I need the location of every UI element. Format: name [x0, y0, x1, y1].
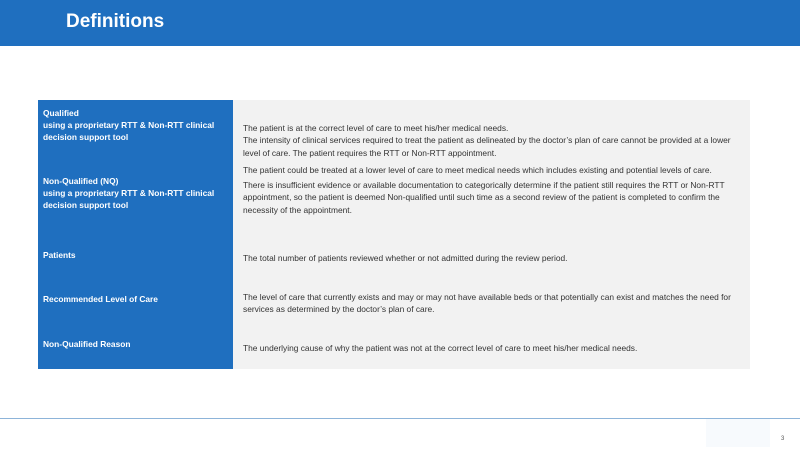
term-line: Non-Qualified (NQ): [43, 176, 119, 186]
definition-text: There is insufficient evidence or available documentation to categorically determine if the patient still requires the RTT or Non-RTT appointment, so the patient is deemed Non-qualified until such time as a second review of the patient is completed to confirm the necessity of the appointment.: [243, 180, 725, 215]
definition-text: The patient is at the correct level of care to meet his/her medical needs. The intensity of clinical services required to treat the patient as delineated by the doctor’s plan of care cannot be provided at a lower level of care. The patient requires the RTT or Non-RTT appointment.: [243, 123, 731, 158]
term-line: Non-Qualified Reason: [43, 339, 131, 349]
definition-non-qualified: [243, 164, 743, 216]
definition-text: The underlying cause of why the patient was not at the correct level of care to meet his/her medical needs.: [243, 343, 638, 353]
term-line: using a proprietary RTT & Non-RTT clinical: [43, 188, 215, 199]
definition-patients: [243, 252, 743, 264]
page-number: 3: [781, 436, 785, 442]
definition-recommended-level-of-care: [243, 291, 743, 315]
term-line: decision support tool: [43, 200, 129, 211]
term-patients: [43, 249, 228, 261]
term-line: using a proprietary RTT & Non-RTT clinical: [43, 120, 215, 131]
term-line: Recommended Level of Care: [43, 294, 158, 304]
definition-qualified: [243, 110, 743, 171]
definitions-table: [38, 100, 750, 369]
footer-divider: [0, 418, 800, 419]
definition-text: The patient could be treated at a lower level of care to meet medical needs which includes existing and potential levels of care.: [243, 165, 712, 175]
term-recommended-level-of-care: [43, 293, 228, 305]
definition-non-qualified-reason: [243, 342, 743, 354]
page-title: Definitions: [66, 11, 165, 32]
term-line: decision support tool: [43, 132, 129, 143]
term-non-qualified-reason: [43, 338, 228, 350]
header-bar: [0, 0, 800, 46]
definitions-column: [233, 100, 750, 369]
term-line: Qualified: [43, 108, 79, 118]
terms-column: [38, 100, 233, 369]
term-line: Patients: [43, 250, 76, 260]
definition-text: The level of care that currently exists and may or may not have available beds or that potentially can exist and matches the need for services as determined by the doctor’s plan of care.: [243, 292, 731, 315]
footer-logo-area: [706, 419, 770, 447]
term-qualified: [43, 107, 228, 144]
term-non-qualified: [43, 175, 228, 212]
definition-text: The total number of patients reviewed whether or not admitted during the review period.: [243, 253, 568, 263]
